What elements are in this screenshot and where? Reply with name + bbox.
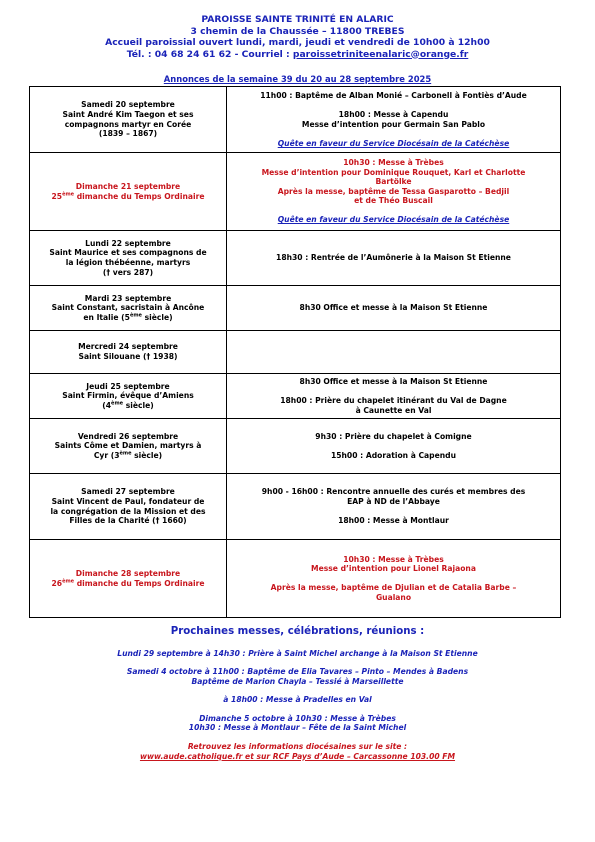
day-saint: Saints Côme et Damien, martyrs à (54, 441, 202, 451)
event-line: Bartölke (375, 177, 412, 187)
day-saint: Saint Vincent de Paul, fondateur de (51, 496, 205, 506)
office-hours: Accueil paroissial ouvert lundi, mardi, jeudi et vendredi de 10h00 à 12h00 (105, 37, 490, 48)
diocese-link[interactable]: www.aude.catholique.fr et sur RCF Pays d’Aude – Carcassonne 103.00 FM (139, 751, 456, 761)
event-line: 18h00 : Messe à Montlaur (338, 516, 449, 526)
event-line: Messe d’intention pour Lionel Rajaona (311, 564, 476, 574)
day-date: Mercredi 24 septembre (78, 342, 178, 352)
next-events-title: Prochaines messes, célébrations, réunions : (170, 626, 425, 637)
day-date: Samedi 27 septembre (81, 487, 175, 497)
day-saint: († vers 287) (102, 267, 154, 277)
schedule-row (30, 286, 561, 331)
schedule-row (30, 374, 561, 419)
day-cell (30, 231, 227, 286)
day-saint: Saint Maurice et ses compagnons de (49, 248, 207, 258)
next-samedi-1: Samedi 4 octobre à 11h00 : Baptême de Elia Tavares – Pinto – Mendes à Badens (126, 667, 469, 677)
day-cell (30, 286, 227, 331)
day-saint: Cyr (3ème siècle) (93, 450, 163, 460)
day-date: Samedi 20 septembre (81, 100, 175, 110)
schedule-row (30, 87, 561, 153)
event-line: 10h30 : Messe à Trèbes (343, 554, 444, 564)
day-cell (30, 474, 227, 540)
schedule-row (30, 331, 561, 374)
events-cell (227, 153, 561, 231)
event-line: EAP à ND de l’Abbaye (347, 496, 440, 506)
event-line: 9h00 - 16h00 : Rencontre annuelle des curés et membres des (261, 487, 526, 497)
event-line: Quête en faveur du Service Diocésain de la Catéchèse (277, 215, 510, 225)
day-saint: Saint Firmin, évêque d’Amiens (62, 391, 194, 401)
events-cell (227, 87, 561, 153)
day-saint: Saint André Kim Taegon et ses (62, 109, 194, 119)
events-cell (227, 419, 561, 474)
events-cell (227, 374, 561, 419)
next-samedi-3: à 18h00 : Messe à Pradelles en Val (223, 695, 372, 705)
day-date: Dimanche 28 septembre (75, 568, 181, 578)
event-line: 18h00 : Prière du chapelet itinérant du Val de Dagne (280, 396, 507, 405)
schedule-row (30, 419, 561, 474)
event-line: 8h30 Office et messe à la Maison St Etienne (299, 376, 488, 386)
day-saint: Saint Constant, sacristain à Ancône (51, 303, 205, 313)
events-cell (227, 540, 561, 618)
day-saint: la légion thébéenne, martyrs (65, 258, 191, 267)
event-line: Après la messe, baptême de Tessa Gasparotto – Bedjil (277, 186, 510, 196)
day-saint: la congrégation de la Mission et des (50, 506, 206, 516)
day-cell (30, 87, 227, 153)
day-date: Dimanche 21 septembre (75, 181, 181, 191)
schedule-table (29, 86, 561, 618)
events-cell (227, 474, 561, 540)
event-line: Quête en faveur du Service Diocésain de la Catéchèse (277, 138, 510, 148)
next-samedi-2: Baptême de Marion Chayla – Tessié à Marseillette (191, 677, 404, 687)
event-line: Messe d’intention pour Germain San Pablo (301, 119, 486, 129)
event-line: 18h00 : Messe à Capendu (338, 109, 449, 119)
day-date: Mardi 23 septembre (84, 293, 172, 303)
event-line: 15h00 : Adoration à Capendu (330, 450, 457, 460)
day-cell (30, 374, 227, 419)
event-line: 9h30 : Prière du chapelet à Comigne (315, 431, 472, 441)
day-saint: (1839 – 1867) (98, 129, 158, 139)
email-link[interactable]: paroissetriniteenalaric@orange.fr (292, 48, 469, 60)
schedule-row (30, 153, 561, 231)
day-date: Jeudi 25 septembre (86, 381, 170, 391)
event-line: à Caunette en Val (355, 405, 432, 415)
parish-address: 3 chemin de la Chaussée – 11800 TREBES (190, 25, 405, 37)
next-events-list (0, 649, 595, 761)
parish-name: PAROISSE SAINTE TRINITÉ EN ALARIC (201, 14, 394, 25)
day-cell (30, 153, 227, 231)
contact-line (0, 49, 595, 61)
event-line: Messe d’intention pour Dominique Rouquet, Karl et Charlotte (261, 167, 526, 177)
day-saint: compagnons martyr en Corée (64, 119, 192, 129)
day-saint: Saint Silouane († 1938) (78, 352, 178, 361)
event-line: 8h30 Office et messe à la Maison St Etienne (299, 303, 488, 313)
diocese-info: Retrouvez les informations diocésaines sur le site : (187, 741, 408, 751)
event-line: 11h00 : Baptême de Alban Monié – Carbonell à Fontiès d’Aude (260, 90, 527, 100)
event-line: Gualano (375, 592, 412, 602)
day-cell (30, 419, 227, 474)
day-cell (30, 540, 227, 618)
schedule-row (30, 231, 561, 286)
events-cell (227, 286, 561, 331)
day-saint: (4ème siècle) (102, 400, 154, 410)
schedule-row (30, 540, 561, 618)
event-line: et de Théo Buscail (354, 196, 433, 206)
day-saint: 26ème dimanche du Temps Ordinaire (51, 577, 205, 588)
day-saint: Filles de la Charité († 1660) (69, 516, 187, 526)
event-line: 18h30 : Rentrée de l’Aumônerie à la Maison St Etienne (276, 253, 511, 263)
next-lundi: Lundi 29 septembre à 14h30 : Prière à Saint Michel archange à la Maison St Etienne (117, 649, 478, 658)
events-cell (227, 331, 561, 374)
day-cell (30, 331, 227, 374)
event-line: Après la messe, baptême de Djulian et de Catalia Barbe – (270, 583, 517, 593)
schedule-row (30, 474, 561, 540)
week-title: Annonces de la semaine 39 du 20 au 28 septembre 2025 (163, 74, 432, 84)
day-saint: 25ème dimanche du Temps Ordinaire (51, 190, 205, 201)
day-date: Vendredi 26 septembre (77, 431, 179, 441)
next-dimanche-2: 10h30 : Messe à Montlaur – Fête de la Saint Michel (188, 723, 407, 733)
event-line: 10h30 : Messe à Trèbes (343, 157, 444, 167)
next-dimanche-1: Dimanche 5 octobre à 10h30 : Messe à Trèbes (199, 713, 396, 723)
day-saint: en Italie (5ème siècle) (83, 312, 173, 322)
day-date: Lundi 22 septembre (85, 238, 171, 248)
parish-header (0, 14, 595, 60)
phone-text: Tél. : 04 68 24 61 62 - Courriel : (126, 48, 293, 60)
events-cell (227, 231, 561, 286)
